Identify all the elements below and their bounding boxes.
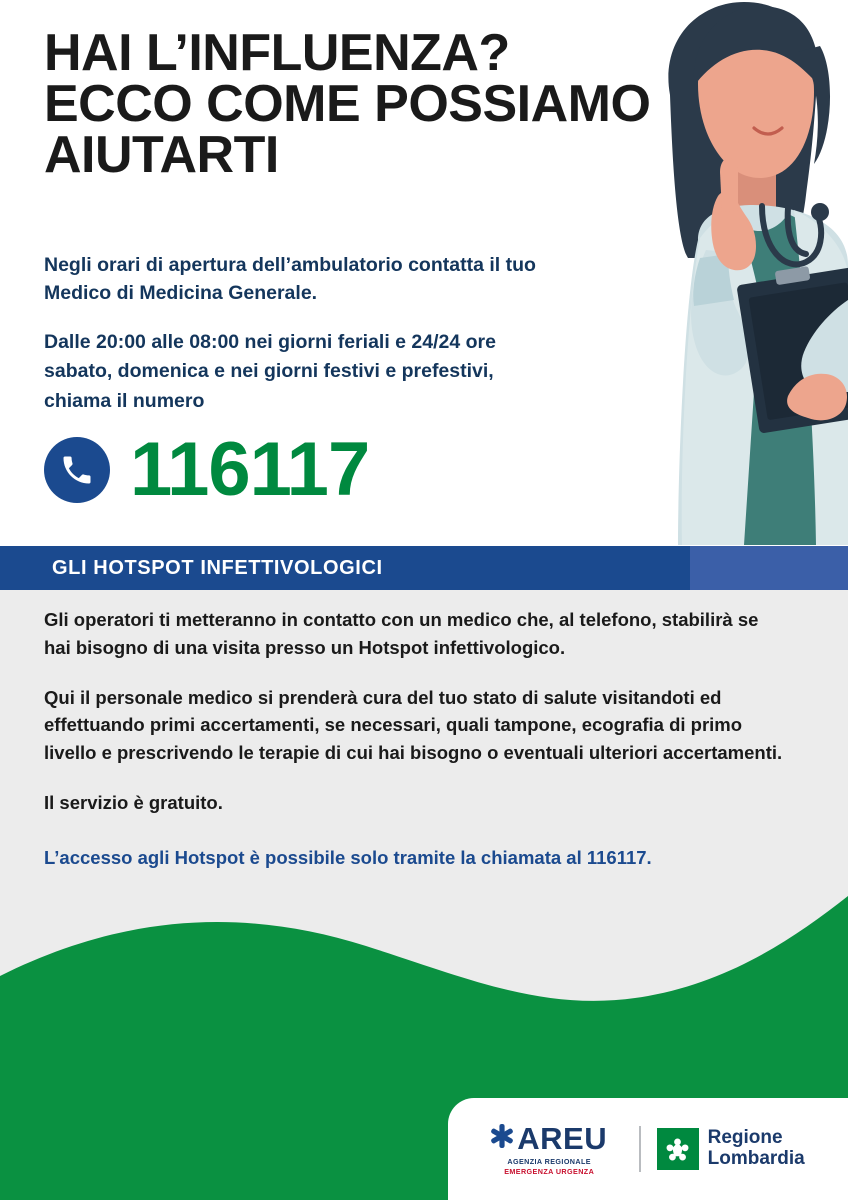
rose-camuna-icon — [657, 1128, 699, 1170]
headline-line-3: AIUTARTI — [44, 125, 279, 184]
body-paragraph-1: Gli operatori ti metteranno in contatto con un medico che, al telefono, stabilirà se hai bisogno di una visita presso un Hotspot infettivologico. — [44, 609, 759, 658]
hours-paragraph: Dalle 20:00 alle 08:00 nei giorni feriali e 24/24 ore sabato, domenica e nei giorni festivi e prefestivi, chiama il numero — [44, 331, 496, 412]
phone-number: 116117 — [130, 427, 370, 512]
top-section — [0, 0, 848, 545]
areu-subtitle-line-1: AGENZIA REGIONALE — [507, 1156, 591, 1166]
body-paragraph-4: L’accesso agli Hotspot è possibile solo tramite la chiamata al 116117. — [44, 846, 652, 868]
regione-line-2: Lombardia — [707, 1148, 805, 1169]
phone-row — [44, 427, 370, 512]
band-title: GLI HOTSPOT INFETTIVOLOGICI — [52, 557, 383, 579]
star-of-life-icon-svg — [491, 1123, 513, 1149]
regione-lombardia-logo — [657, 1128, 805, 1170]
regione-line-1: Regione — [707, 1127, 783, 1149]
areu-logo — [491, 1120, 608, 1176]
body-text — [44, 606, 784, 893]
phone-icon-svg — [59, 452, 95, 488]
logo-divider — [639, 1126, 641, 1172]
section-band — [0, 546, 848, 590]
intro-paragraph: Negli orari di apertura dell’ambulatorio contatta il tuo Medico di Medicina Generale. — [44, 254, 536, 304]
star-of-life-icon — [491, 1123, 513, 1154]
body-paragraph-3: Il servizio è gratuito. — [44, 791, 223, 813]
footer-logos — [448, 1098, 848, 1200]
headline-line-1: HAI L’INFLUENZA? — [44, 24, 510, 82]
phone-icon — [44, 437, 110, 503]
areu-subtitle-line-2: EMERGENZA URGENZA — [504, 1166, 595, 1176]
body-paragraph-2: Qui il personale medico si prenderà cura del tuo stato di salute visitandoti ed effettuando primi accertamenti, se necessari, quali tampone, ecografia di primo livello e prescrivendo le terapie di cui hai bisogno o eventuali ulteriori accertamenti. — [44, 686, 783, 763]
page-title — [44, 24, 694, 184]
areu-wordmark: AREU — [517, 1120, 608, 1156]
headline-line-2: ECCO COME POSSIAMO — [44, 74, 651, 133]
rose-camuna-icon-svg — [664, 1136, 691, 1163]
